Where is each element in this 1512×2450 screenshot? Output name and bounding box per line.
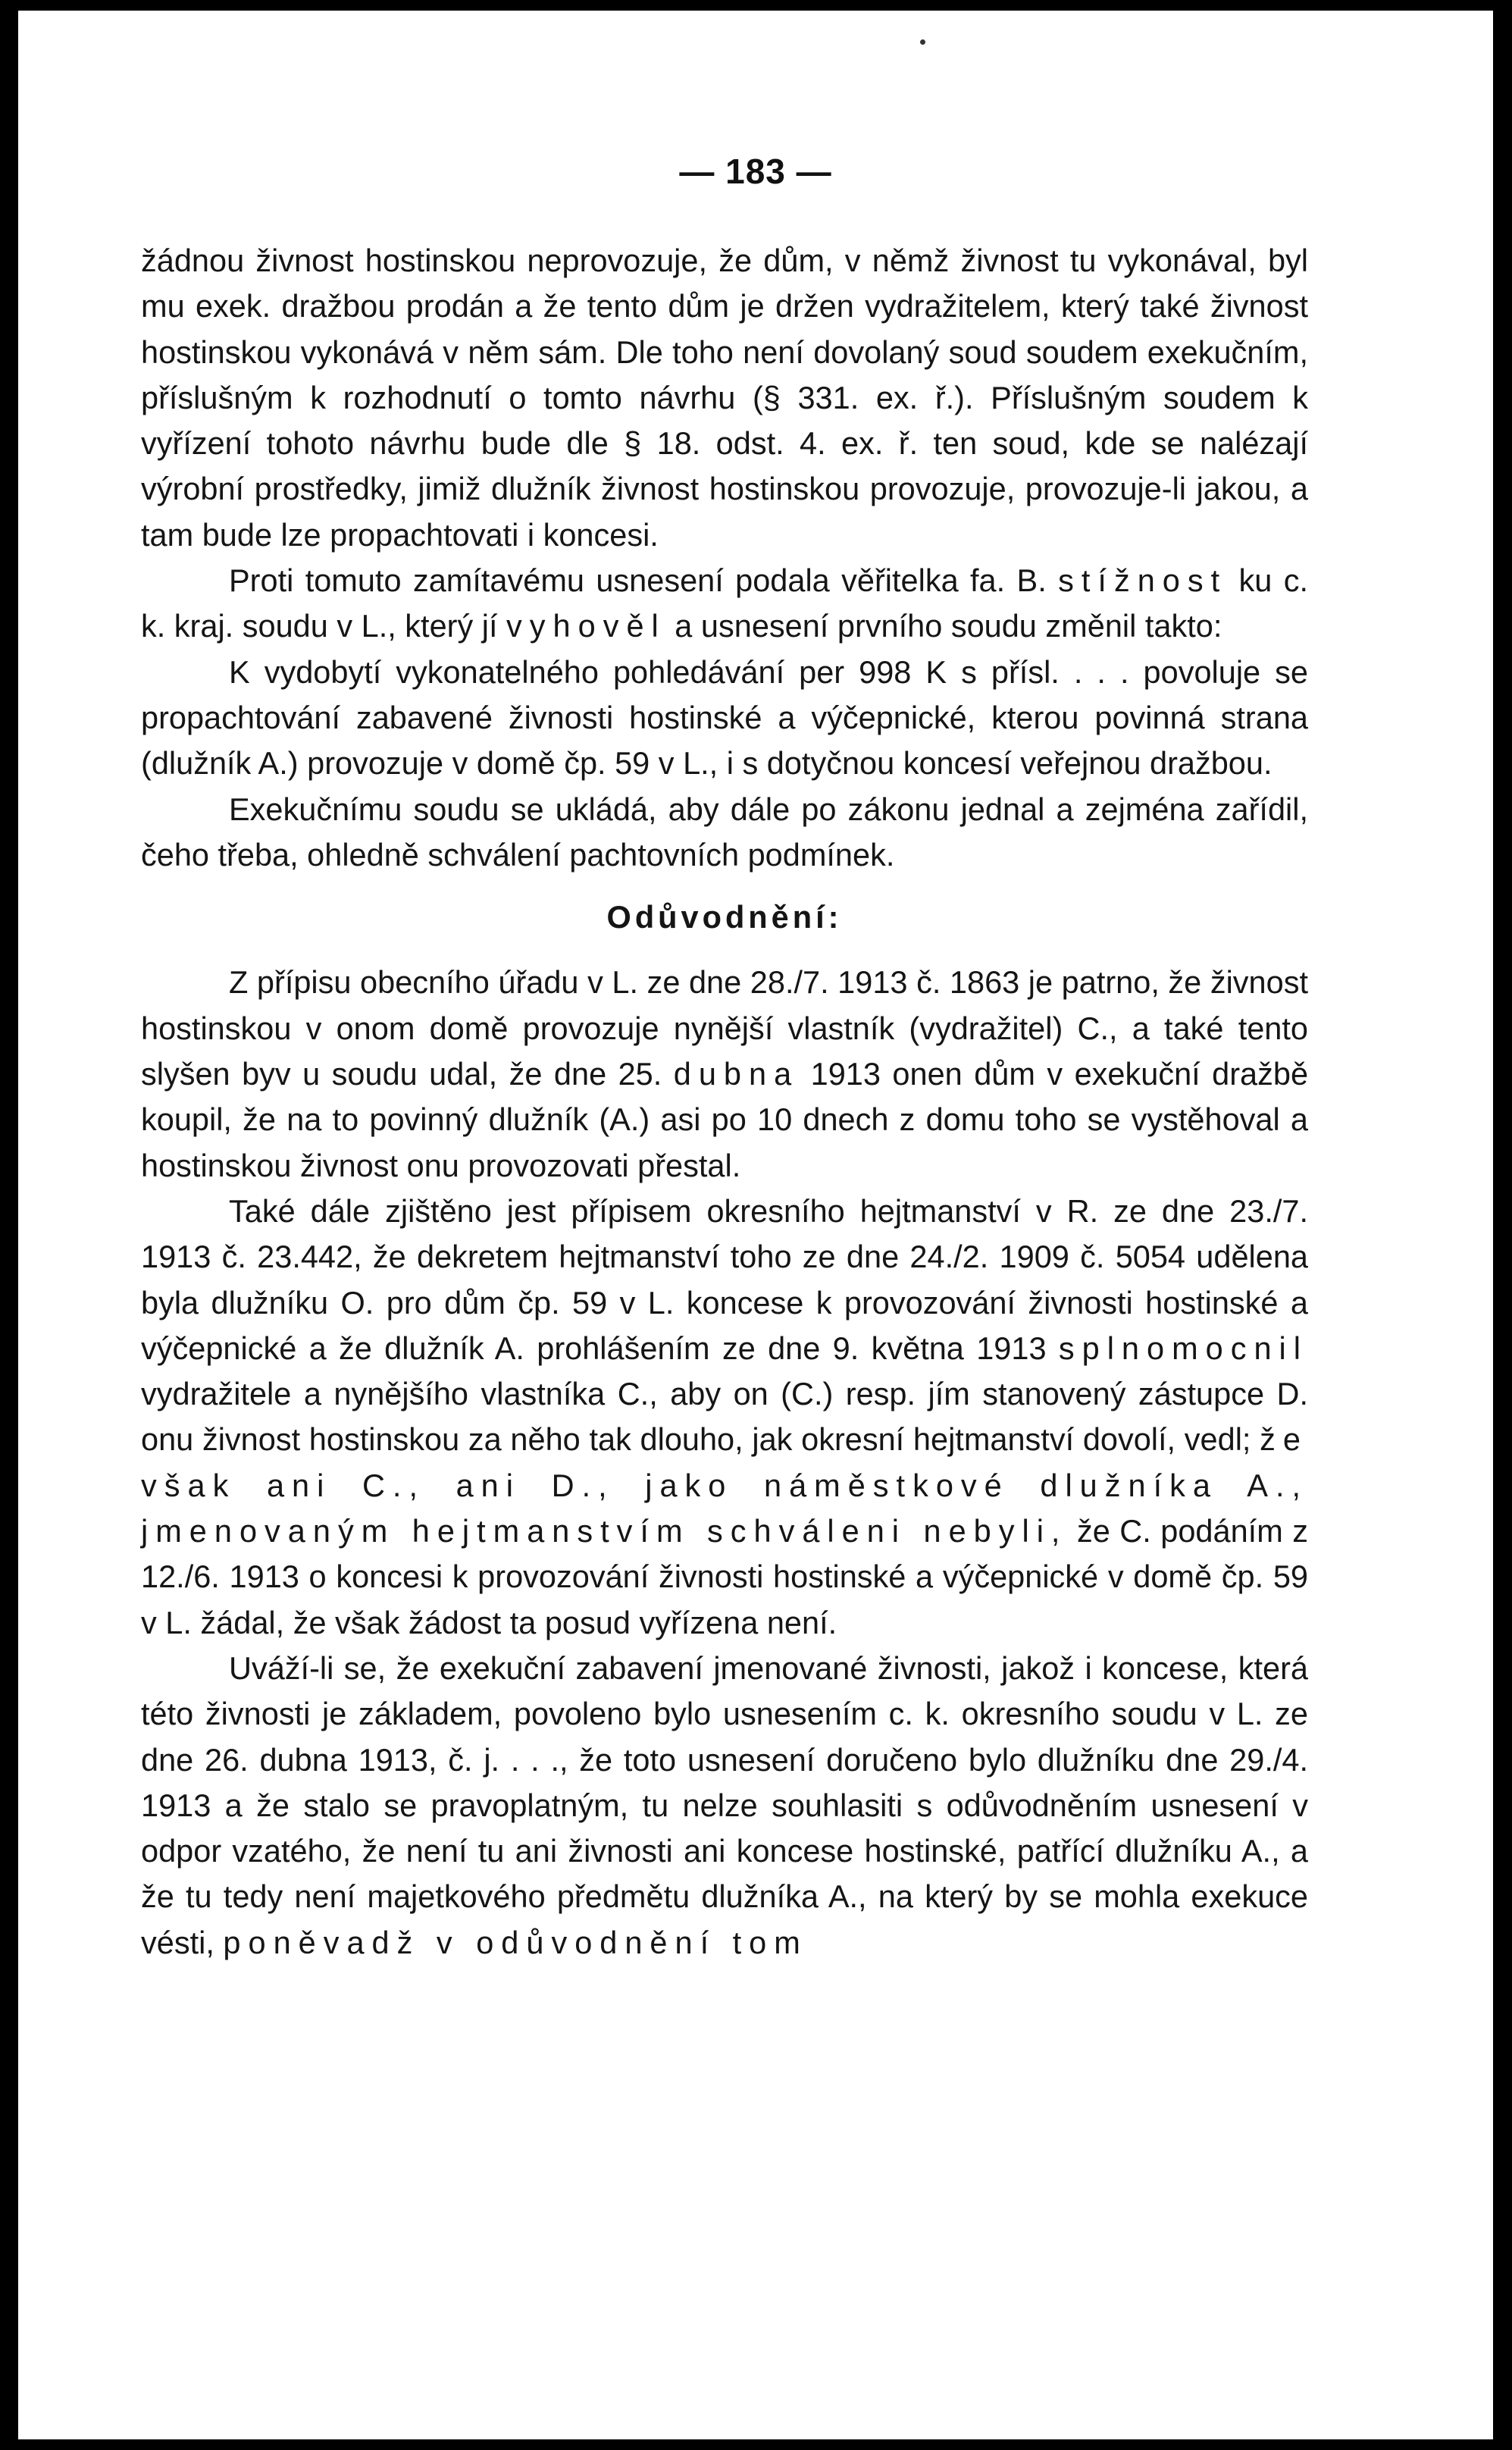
body-text	[141, 238, 1308, 1966]
paragraph-6-mid: vydražitele a nynějšího vlastníka C., aby on (C.) resp. jím stanovený zástupce D. onu živnost hostinskou za něho tak dlouho, jak okresní hejtmanství dovolí, vedl;	[141, 1376, 1308, 1458]
paragraph-6-start: Také dále zjištěno jest přípisem okresního hejtmanství v R. ze dne 23./7. 1913 č. 23.442, že dekretem hejtmanství toho ze dne 24./2. 1909 č. 5054 udělena byla dlužníku O. pro dům čp. 59 v L. koncese k provozování živnosti hostinské a výčepnické a že dlužník A. prohlášením ze dne 9. května 1913	[141, 1192, 1308, 1366]
paragraph-2-mid: ku c. k. kraj. soudu v L., který jí	[141, 562, 1309, 644]
paragraph-5-start: Z přípisu obecního úřadu v L. ze dne 28./7. 1913 č. 1863 je patrno, že živnost hostinskou v onom domě provozuje nynější vlastník (vydražitel) C., a také tento slyšen byv u soudu udal, že dne 25.	[141, 964, 1308, 1092]
spaced-word-stiznost: stížnost	[1058, 562, 1228, 599]
paragraph-3: K vydobytí vykonatelného pohledávání per 998 K s přísl. . . . povoluje se propachtování zabavené živnosti hostinské a výčepnické, kterou povinná strana (dlužník A.) provozuje v domě čp. 59 v L., i s dotyčnou koncesí veřejnou dražbou.	[141, 653, 1308, 782]
paragraph-6	[141, 1189, 1308, 1646]
page-number: — 183 —	[679, 152, 832, 191]
section-heading: Odůvodnění:	[606, 899, 843, 935]
paragraph-4: Exekučnímu soudu se ukládá, aby dále po zákonu jednal a zejména zařídil, čeho třeba, ohledně schválení pachtovních podmínek.	[141, 791, 1308, 873]
paragraph-2	[141, 558, 1308, 650]
spaced-phrase-nameskove: že však ani C., ani D., jako náměstkové dlužníka A., jmenovaným hejtmanstvím schváleni nebyli,	[141, 1421, 1308, 1549]
spaced-word-dubna: dubna	[673, 1056, 800, 1092]
spaced-phrase-ponevadz: poněvadž v odůvodnění tom	[223, 1924, 808, 1960]
paragraph-1: žádnou živnost hostinskou neprovozuje, že dům, v němž živnost tu vykonával, byl mu exek. dražbou prodán a že tento dům je držen vydražitelem, který také živnost hostinskou vykonává v něm sám. Dle toho není dovolaný soud soudem exekučním, příslušným k rozhodnutí o tomto návrhu (§ 331. ex. ř.). Příslušným soudem k vyřízení tohoto návrhu bude dle § 18. odst. 4. ex. ř. ten soud, kde se nalézají výrobní prostředky, jimiž dlužník živnost hostinskou provozuje, provozuje-li jakou, a tam bude lze propachtovati i koncesi.	[141, 243, 1308, 553]
paragraph-5-end: 1913 onen dům v exekuční dražbě koupil, že na to povinný dlužník (A.) asi po 10 dnech z domu toho se vystěhoval a hostinskou živnost onu provozovati přestal.	[141, 1056, 1309, 1183]
paragraph-7	[141, 1646, 1308, 1966]
paragraph-2-start: Proti tomuto zamítavému usnesení podala věřitelka fa. B.	[229, 562, 1047, 599]
spaced-word-vyhovel: vyhověl	[506, 608, 666, 644]
paragraph-7-start: Uváží-li se, že exekuční zabavení jmenované živnosti, jakož i koncese, která této živnosti je základem, povoleno bylo usnesením c. k. okresního soudu v L. ze dne 26. dubna 1913, č. j. . . ., že toto usnesení doručeno bylo dlužníku dne 29./4. 1913 a že stalo se pravoplatným, tu nelze souhlasiti s odůvodněním usnesení v odpor vzatého, že není tu ani živnosti ani koncese hostinské, patřící dlužníku A., a že tu tedy není majetkového předmětu dlužníka A., na který by se mohla exekuce vésti,	[141, 1650, 1308, 1960]
ink-speck	[920, 39, 925, 45]
paragraph-6-end: že C. podáním z 12./6. 1913 o koncesi k provozování živnosti hostinské a výčepnické v domě čp. 59 v L. žádal, že však žádost ta posud vyřízena není.	[141, 1513, 1309, 1640]
paragraph-2-end: a usnesení prvního soudu změnil takto:	[675, 608, 1222, 644]
spaced-word-splnomocnil: splnomocnil	[1058, 1330, 1308, 1366]
paragraph-5	[141, 960, 1308, 1188]
scanned-page	[18, 11, 1493, 2439]
